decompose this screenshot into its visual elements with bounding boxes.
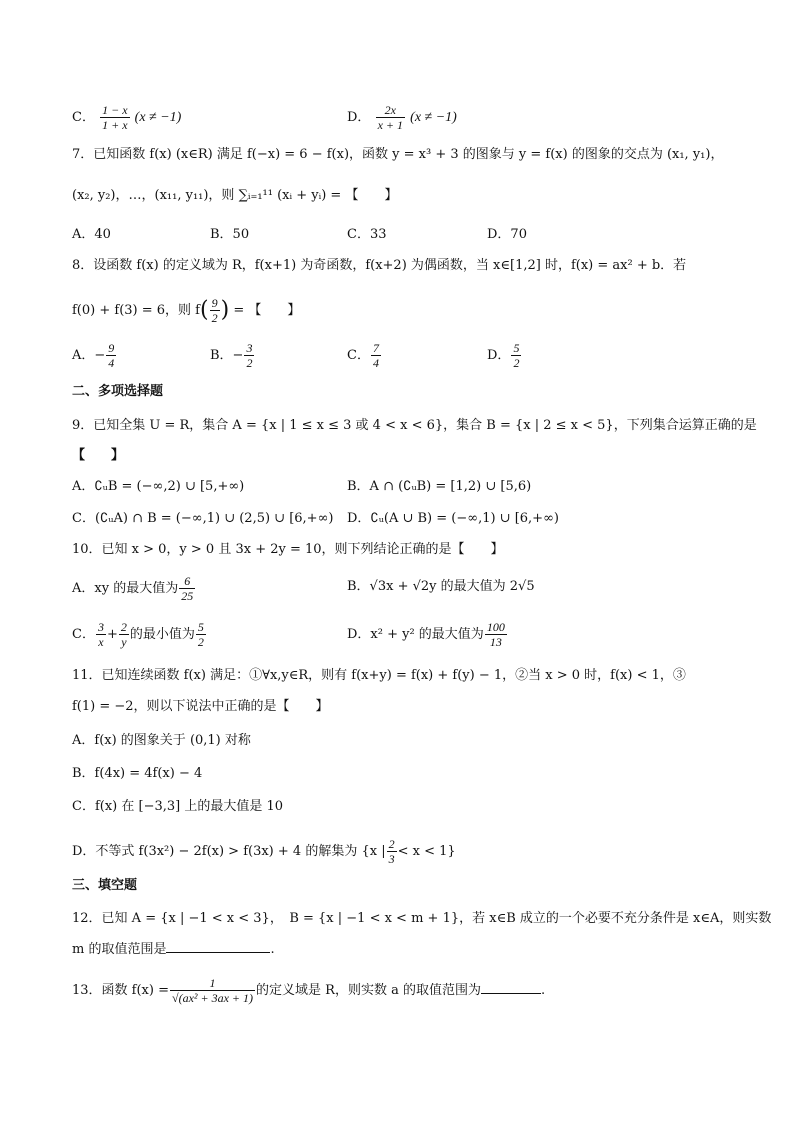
fraction-denominator: x [98, 635, 104, 649]
fraction [244, 341, 254, 370]
q7-stem-line1: 7．已知函数 f(x) (x∈R) 满足 f(−x) = 6 − f(x)，函数 y = x³ + 3 的图象与 y = f(x) 的图象的交点为 (x₁, y₁)， [72, 147, 724, 162]
set-close: < x < 1} [397, 844, 456, 859]
fraction [387, 837, 397, 866]
fraction-numerator: 1 [170, 976, 255, 991]
q8-option-c [347, 341, 382, 370]
q12-stem-line1: 12．已知 A = {x | −1 < x < 3}， B = {x | −1 < x < m + 1}，若 x∈B 成立的一个必要不充分条件是 x∈A，则实数 [72, 911, 772, 926]
option-label: A．− [72, 348, 106, 363]
section-heading-multiple-choice: 二、多项选择题 [72, 384, 164, 399]
q9-option-a: A．∁ᵤB = (−∞,2) ∪ [5,+∞) [72, 479, 245, 494]
q6-option-d [347, 103, 457, 132]
fraction [511, 341, 521, 370]
fraction-numerator: 7 [372, 341, 379, 355]
fraction-numerator: 2x [376, 103, 405, 118]
fraction-numerator: 9 [211, 296, 218, 310]
q10-option-c [72, 620, 207, 649]
q10-stem: 10．已知 x > 0，y > 0 且 3x + 2y = 10，则下列结论正确的是【 】 [72, 542, 504, 557]
fraction [96, 620, 106, 649]
period: . [270, 942, 275, 957]
fraction [485, 620, 507, 649]
q8-option-a [72, 341, 117, 370]
q13-text: 的定义域是 R，则实数 a 的取值范围为 [256, 983, 481, 998]
fraction-numerator: 3 [97, 620, 104, 634]
option-text: D．不等式 f(3x²) − 2f(x) > f(3x) + 4 的解集为 [72, 844, 358, 859]
fraction-numerator: 2 [120, 620, 127, 634]
fraction-numerator: 5 [197, 620, 204, 634]
q8-option-d [487, 341, 522, 370]
section-heading-fill-in: 三、填空题 [72, 878, 138, 893]
fraction [179, 574, 195, 603]
q10-option-b: B．√3x + √2y 的最大值为 2√5 [347, 579, 535, 594]
q11-option-c: C．f(x) 在 [−3,3] 上的最大值是 10 [72, 799, 284, 814]
fraction-numerator: 9 [108, 341, 115, 355]
q7-stem-line2: (x₂, y₂)，…，(x₁₁, y₁₁)，则 ∑ᵢ₌₁¹¹ (xᵢ + yᵢ) = 【 】 [72, 188, 398, 203]
q8-stem-line1: 8．设函数 f(x) 的定义域为 R，f(x+1) 为奇函数，f(x+2) 为偶函数，当 x∈[1,2] 时，f(x) = ax² + b．若 [72, 258, 687, 273]
q10-option-a [72, 574, 196, 603]
period: . [540, 983, 546, 998]
condition: (x ≠ −1) [410, 110, 457, 125]
q8-option-b [210, 341, 255, 370]
plus-sign: + [106, 627, 118, 642]
fraction [371, 341, 381, 370]
q11-stem-line1: 11．已知连续函数 f(x) 满足：①∀x,y∈R，则有 f(x+y) = f(x) + f(y) − 1，②当 x > 0 时，f(x) < 1，③ [72, 668, 686, 683]
fraction [196, 620, 206, 649]
q10-option-d [347, 620, 508, 649]
q7-option-a: A．40 [72, 227, 111, 242]
fraction-numerator: 5 [513, 341, 520, 355]
fraction-numerator: 2 [388, 837, 395, 851]
q6-option-c [72, 103, 181, 132]
fraction [170, 976, 255, 1005]
q9-stem-line2: 【 】 [72, 448, 125, 463]
option-label: C． [347, 348, 370, 363]
fraction [376, 103, 405, 132]
q7-option-b: B．50 [210, 227, 250, 242]
q8-text: f(0) + f(3) = 6，则 f [72, 303, 200, 318]
set-open: {x | [361, 844, 386, 859]
option-text: D．x² + y² 的最大值为 [347, 627, 484, 642]
fraction-denominator: 2 [246, 356, 253, 370]
q9-option-b: B．A ∩ (∁ᵤB) = [1,2) ∪ [5,6) [347, 479, 532, 494]
fraction [106, 341, 116, 370]
fraction [100, 103, 129, 132]
q9-stem-line1: 9．已知全集 U = R，集合 A = {x | 1 ≤ x ≤ 3 或 4 < x < 6}，集合 B = {x | 2 ≤ x < 5}，下列集合运算正确的是 [72, 418, 757, 433]
fraction-denominator: 3 [388, 852, 395, 866]
answer-blank[interactable] [166, 952, 270, 953]
fraction-denominator: 4 [372, 356, 379, 370]
fraction-denominator: 2 [211, 311, 218, 325]
option-label: C． [72, 110, 95, 125]
fraction [119, 620, 129, 649]
fraction-numerator: 1 − x [102, 103, 128, 117]
fraction-denominator: 4 [108, 356, 115, 370]
q8-stem-line2 [72, 296, 300, 325]
fraction-denominator: 25 [181, 589, 194, 603]
q9-option-d: D．∁ᵤ(A ∪ B) = (−∞,1) ∪ [6,+∞) [347, 511, 559, 526]
q11-option-b: B．f(4x) = 4f(x) − 4 [72, 766, 203, 781]
fraction-numerator: 6 [179, 574, 195, 589]
fraction-numerator: 100 [486, 620, 505, 634]
fraction-denominator: 1 + x [102, 118, 128, 132]
q11-option-a: A．f(x) 的图象关于 (0,1) 对称 [72, 733, 251, 748]
q12-stem-line2 [72, 940, 275, 960]
option-text: 的最小值为 [129, 627, 195, 642]
fraction-denominator: y [121, 635, 127, 649]
fraction-denominator: 2 [197, 635, 204, 649]
option-label: D． [347, 110, 371, 125]
q11-stem-line2: f(1) = −2，则以下说法中正确的是【 】 [72, 699, 329, 714]
option-text: A．xy 的最大值为 [72, 581, 179, 596]
q13-stem [72, 976, 545, 1005]
q7-option-d: D．70 [487, 227, 527, 242]
fraction [210, 296, 220, 325]
fraction-denominator: x + 1 [377, 118, 404, 132]
fraction-denominator: 13 [489, 635, 502, 649]
option-label: B．− [210, 348, 244, 363]
option-label: C． [72, 627, 95, 642]
q11-option-d [72, 837, 456, 866]
fraction-denominator: 2 [513, 356, 520, 370]
fraction-numerator: 3 [246, 341, 253, 355]
paren-open: ( [199, 297, 209, 323]
q8-answer-bracket: = 【 】 [233, 303, 301, 318]
condition: (x ≠ −1) [134, 110, 182, 125]
q13-text: 13．函数 f(x) = [72, 983, 169, 998]
q12-text: m 的取值范围是 [72, 942, 167, 957]
option-label: D． [487, 348, 511, 363]
answer-blank[interactable] [481, 993, 541, 994]
q9-option-c: C．(∁ᵤA) ∩ B = (−∞,1) ∪ (2,5) ∪ [6,+∞) [72, 511, 334, 526]
fraction-denominator: √(ax² + 3ax + 1) [172, 991, 254, 1005]
paren-close: ) [220, 297, 230, 323]
q7-option-c: C．33 [347, 227, 387, 242]
